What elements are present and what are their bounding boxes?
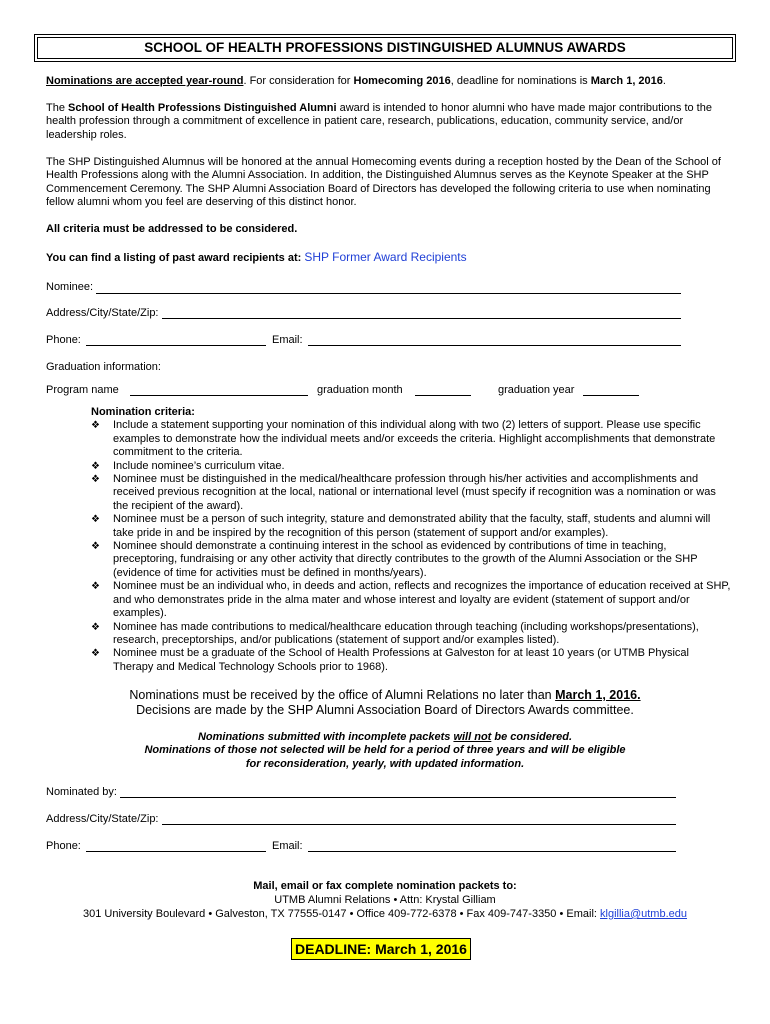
honoree-paragraph: The SHP Distinguished Alumnus will be honored at the annual Homecoming events during a reception hosted by the Dean of the School of Health Professions along with the Alumni Association. In addition, the Distinguished Alumnus serves as the Keynote Speaker at the SHP Commencement Ceremony. The SHP Alumni Association Board of Directors has developed the following criteria to use when nominating fellow alumni whom you feel are deserving of this distinct honor. <box>46 156 721 209</box>
criteria-item: ❖ Nominee should demonstrate a continuing interest in the school as evidenced by contributions of time in teaching, preceptoring, fundraising or any other activity that directly contributes to the growth of the Alumni Association or the SHP (evidence of time for activities must be defined in months/years). <box>91 540 698 579</box>
criteria-item: ❖ Nominee has made contributions to medical/healthcare education through teaching (including workshops/presentations), research, preceptorships, and/or publications (statement of support and/or examples listed). <box>91 620 699 646</box>
page-title: SCHOOL OF HEALTH PROFESSIONS DISTINGUISHED ALUMNUS AWARDS <box>37 37 733 59</box>
former-recipients-link[interactable]: SHP Former Award Recipients <box>304 250 467 264</box>
year-round-text: Nominations are accepted year-round <box>46 75 244 87</box>
intro-text-2: , deadline for nominations is <box>450 75 591 87</box>
criteria-item: ❖ Nominee must be an individual who, in deeds and action, reflects and recognizes the importance of education received at SHP, and who demonstrates pride in the alma mater and whose interest and loyalty are evident (statement of support and/or examples). <box>91 580 731 620</box>
award-text-1: The <box>46 102 69 114</box>
nominee-email-label: Email: <box>272 334 303 346</box>
diamond-bullet-icon: ❖ <box>91 460 100 472</box>
program-name-label: Program name <box>46 384 119 396</box>
not-selected-notice: Nominations of those not selected will be held for a period of three years and will be eligible <box>144 744 626 756</box>
receipt-notice-text: Nominations must be received by the office of Alumni Relations no later than <box>129 688 556 702</box>
criteria-list <box>91 419 731 674</box>
nominator-email-label: Email: <box>272 840 303 852</box>
contact-address-text: 301 University Boulevard • Galveston, TX 77555-0147 • Office 409-772-6378 • Fax 409-747-3350 • Email: <box>82 908 601 920</box>
criteria-item: ❖ Nominee must be distinguished in the medical/healthcare profession through his/her activities and accomplishments and received previous recognition at the local, national or international level (must specify if recognition was a nomination or was the recipient of the award). <box>91 473 716 512</box>
award-name-text: School of Health Professions Distinguished Alumni <box>68 102 337 114</box>
criteria-item: ❖ Include a statement supporting your nomination of this individual along with two (2) letters of support. Please use specific examples to demonstrate how the individual meets and/or exceeds the criteria. Highlight accomplishments that demonstrate commitment to the criteria. <box>91 419 716 459</box>
diamond-bullet-icon: ❖ <box>91 514 100 526</box>
contact-address-line <box>0 908 770 920</box>
criteria-item: ❖ Nominee must be a person of such integrity, stature and demonstrated ability that the faculty, staff, students and alumni will take pride in and be inspired by the recognition of this person (statement of support and/or examples). <box>91 513 711 539</box>
receipt-deadline-date: March 1, 2016. <box>555 688 641 702</box>
graduation-info-label: Graduation information: <box>46 361 161 373</box>
nominee-phone-field[interactable] <box>86 345 266 346</box>
diamond-bullet-icon: ❖ <box>91 474 100 486</box>
all-criteria-note: All criteria must be addressed to be considered. <box>46 223 298 235</box>
past-recipients-paragraph <box>46 251 736 265</box>
mail-instructions-heading: Mail, email or fax complete nomination packets to: <box>253 880 517 892</box>
nominee-email-field[interactable] <box>308 345 681 346</box>
contact-email-link[interactable]: klgillia@utmb.edu <box>600 908 688 920</box>
decision-notice: Decisions are made by the SHP Alumni Association Board of Directors Awards committee. <box>136 703 634 717</box>
intro-text-3: . <box>662 75 666 87</box>
will-not-text: will not <box>453 731 492 743</box>
nominated-by-label: Nominated by: <box>46 786 117 798</box>
criteria-item: ❖ Nominee must be a graduate of the School of Health Professions at Galveston for at least 10 years (or UTMB Physical Therapy and Medical Technology Schools prior to 1968). <box>91 647 689 673</box>
nomination-criteria <box>91 406 731 674</box>
incomplete-packets-notice: Nominations submitted with incomplete packets will not be considered. <box>197 731 573 743</box>
reconsideration-notice: for reconsideration, yearly, with updated information. <box>245 758 525 770</box>
nominee-phone-label: Phone: <box>46 334 81 346</box>
diamond-bullet-icon: ❖ <box>91 581 100 593</box>
receipt-notice <box>0 688 770 702</box>
graduation-month-field[interactable] <box>415 395 471 396</box>
homecoming-text: Homecoming 2016 <box>353 75 451 87</box>
nominator-phone-field[interactable] <box>86 851 266 852</box>
diamond-bullet-icon: ❖ <box>91 420 100 432</box>
diamond-bullet-icon: ❖ <box>91 621 100 633</box>
intro-text-1: . For consideration for <box>243 75 354 87</box>
nominee-label: Nominee: <box>46 281 94 293</box>
nominator-phone-label: Phone: <box>46 840 81 852</box>
criteria-heading: Nomination criteria: <box>91 406 195 418</box>
nominator-address-field[interactable] <box>162 824 676 825</box>
criteria-item: ❖ Include nominee’s curriculum vitae. <box>91 459 285 472</box>
nominee-address-label: Address/City/State/Zip: <box>46 307 159 319</box>
intro-deadline-paragraph <box>46 75 736 88</box>
nominator-email-field[interactable] <box>308 851 676 852</box>
diamond-bullet-icon: ❖ <box>91 541 100 553</box>
attn-line: UTMB Alumni Relations • Attn: Krystal Gilliam <box>274 894 496 906</box>
nominator-address-label: Address/City/State/Zip: <box>46 813 159 825</box>
award-description-paragraph <box>46 102 736 142</box>
nominated-by-field[interactable] <box>120 797 676 798</box>
deadline-date-text: March 1, 2016 <box>590 75 663 87</box>
nominee-address-field[interactable] <box>162 318 681 319</box>
graduation-year-field[interactable] <box>583 395 639 396</box>
graduation-month-label: graduation month <box>317 384 403 396</box>
graduation-year-label: graduation year <box>498 384 575 396</box>
deadline-banner: DEADLINE: March 1, 2016 <box>291 938 471 960</box>
nominee-field[interactable] <box>96 293 681 294</box>
past-recipients-text: You can find a listing of past award recipients at: <box>46 252 305 264</box>
diamond-bullet-icon: ❖ <box>91 648 100 660</box>
program-name-field[interactable] <box>130 395 308 396</box>
award-text-2: award is intended to honor alumni who have made major contributions to the health profession through a commitment of excellence in patient care, research, publications, education, community service, and/or leadership roles. <box>46 102 712 141</box>
